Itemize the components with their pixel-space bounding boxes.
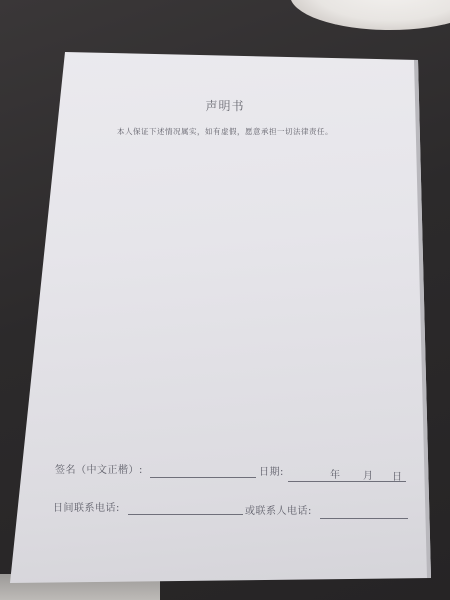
day-phone-label: 日间联系电话:	[53, 503, 120, 514]
year-label: 年	[330, 470, 341, 481]
signature-field[interactable]	[150, 477, 256, 478]
date-field[interactable]	[288, 481, 406, 482]
month-label: 月	[363, 471, 374, 482]
alt-phone-label: 或联系人电话:	[245, 506, 312, 517]
date-label: 日期:	[259, 467, 284, 478]
fluffy-object	[290, 0, 450, 30]
document-title: 声明书	[205, 99, 245, 113]
day-phone-field[interactable]	[128, 514, 243, 515]
declaration-statement: 本人保证下述情况属实，如有虚假，愿意承担一切法律责任。	[117, 127, 333, 136]
day-label: 日	[392, 472, 403, 483]
signature-label: 签名（中文正楷）:	[55, 465, 143, 476]
alt-phone-field[interactable]	[320, 518, 408, 519]
